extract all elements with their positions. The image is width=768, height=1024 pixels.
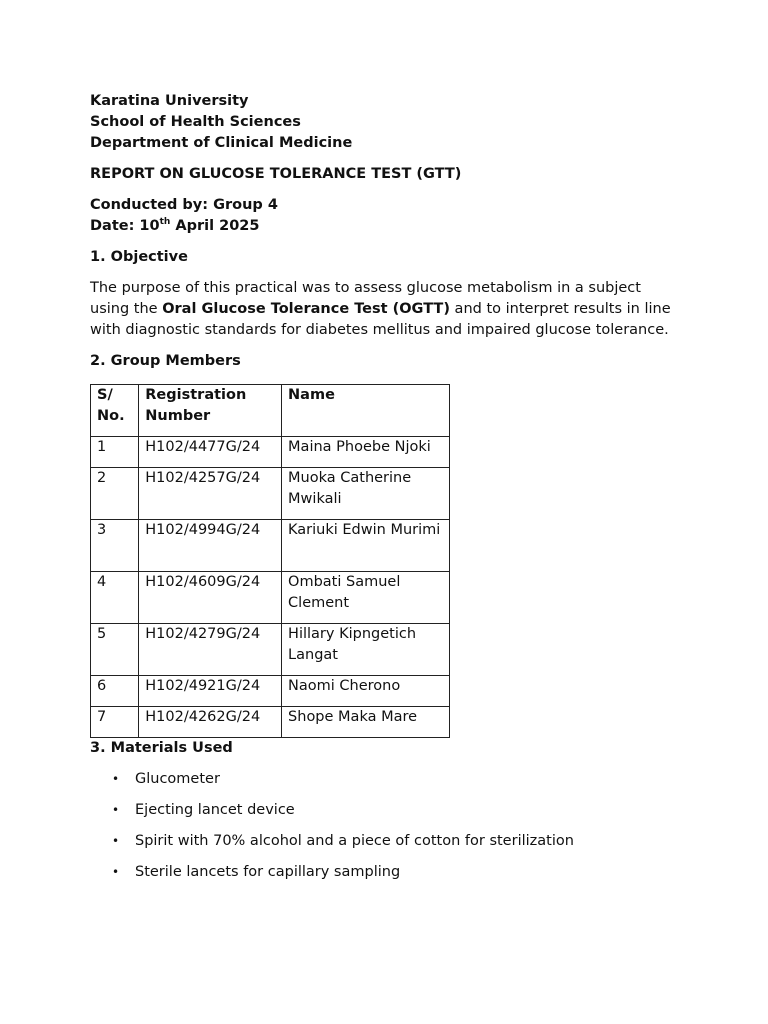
column-header-name: Name <box>282 385 450 437</box>
report-title: REPORT ON GLUCOSE TOLERANCE TEST (GTT) <box>90 166 462 182</box>
cell-name: Ombati Samuel Clement <box>282 572 450 624</box>
objective-text-end: and to interpret results in line with diagnostic standards for diabetes mellitus and impaired glucose tolerance. <box>90 301 671 338</box>
list-item <box>90 831 680 852</box>
cell-registration: H102/4262G/24 <box>139 707 282 738</box>
document-page <box>90 91 680 883</box>
date-superscript: th <box>159 217 171 227</box>
column-header-registration: Registration Number <box>139 385 282 437</box>
members-table-header <box>91 385 450 437</box>
column-header-sn: S/ No. <box>91 385 139 437</box>
cell-registration: H102/4257G/24 <box>139 468 282 520</box>
material-text: Glucometer <box>135 771 220 787</box>
table-row <box>91 437 450 468</box>
cell-sn: 7 <box>91 707 139 738</box>
report-date <box>90 216 680 237</box>
cell-sn: 3 <box>91 520 139 572</box>
objective-text-start: The purpose of this practical was to assess glucose metabolism in a subject using the <box>90 280 641 317</box>
material-text: Sterile lancets for capillary sampling <box>135 864 401 880</box>
bullet-icon: • <box>112 772 120 786</box>
table-row <box>91 624 450 676</box>
objective-paragraph <box>90 278 680 341</box>
list-item <box>90 862 680 883</box>
cell-registration: H102/4609G/24 <box>139 572 282 624</box>
bullet-icon: • <box>112 834 120 848</box>
materials-heading: 3. Materials Used <box>90 740 233 756</box>
table-row <box>91 572 450 624</box>
date-prefix: Date: 10 <box>90 218 160 234</box>
objective-heading: 1. Objective <box>90 249 188 265</box>
cell-registration: H102/4477G/24 <box>139 437 282 468</box>
materials-list <box>90 769 680 883</box>
table-row <box>91 676 450 707</box>
cell-registration: H102/4994G/24 <box>139 520 282 572</box>
list-item <box>90 769 680 790</box>
cell-name: Shope Maka Mare <box>282 707 450 738</box>
conducted-by: Conducted by: Group 4 <box>90 197 278 213</box>
material-text: Ejecting lancet device <box>135 802 295 818</box>
bullet-icon: • <box>112 865 120 879</box>
bullet-icon: • <box>112 803 120 817</box>
cell-name: Muoka Catherine Mwikali <box>282 468 450 520</box>
cell-sn: 4 <box>91 572 139 624</box>
cell-registration: H102/4921G/24 <box>139 676 282 707</box>
cell-name: Kariuki Edwin Murimi <box>282 520 450 572</box>
table-row <box>91 520 450 572</box>
table-row <box>91 468 450 520</box>
material-text: Spirit with 70% alcohol and a piece of cotton for sterilization <box>135 833 574 849</box>
cell-sn: 5 <box>91 624 139 676</box>
date-suffix: April 2025 <box>170 218 260 234</box>
university-name: Karatina University <box>90 93 249 109</box>
cell-name: Naomi Cherono <box>282 676 450 707</box>
cell-registration: H102/4279G/24 <box>139 624 282 676</box>
cell-sn: 6 <box>91 676 139 707</box>
cell-sn: 1 <box>91 437 139 468</box>
cell-name: Hillary Kipngetich Langat <box>282 624 450 676</box>
table-row <box>91 707 450 738</box>
objective-test-name: Oral Glucose Tolerance Test (OGTT) <box>162 301 450 317</box>
school-name: School of Health Sciences <box>90 114 301 130</box>
members-table <box>90 384 450 738</box>
department-name: Department of Clinical Medicine <box>90 135 353 151</box>
cell-sn: 2 <box>91 468 139 520</box>
cell-name: Maina Phoebe Njoki <box>282 437 450 468</box>
list-item <box>90 800 680 821</box>
members-heading: 2. Group Members <box>90 353 241 369</box>
